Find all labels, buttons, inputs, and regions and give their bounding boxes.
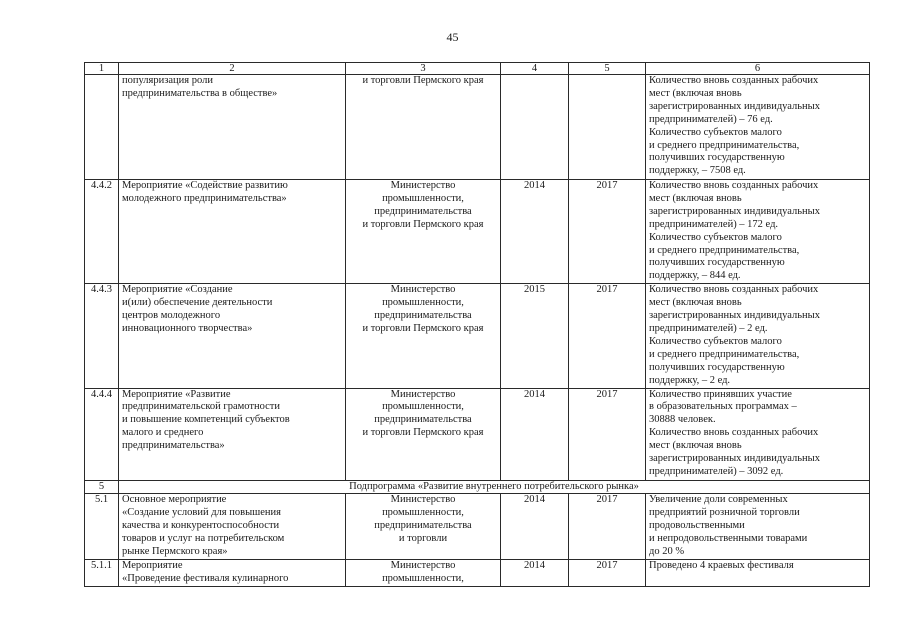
activity-name: Основное мероприятие «Создание условий для повышения качества и конкурентоспособности товаров и услуг на потребительском рынке Пермского края» — [119, 494, 346, 560]
table-row — [85, 75, 870, 180]
row-number — [85, 75, 119, 180]
activity-name: Мероприятие «Проведение фестиваля кулинарного — [119, 559, 346, 586]
start-year: 2014 — [501, 388, 569, 480]
subprogram-row — [85, 480, 870, 494]
start-year: 2014 — [501, 180, 569, 284]
table-row — [85, 284, 870, 388]
column-number-row — [85, 63, 870, 75]
responsible-executor: Министерство промышленности, предпринимательства и торговли — [346, 494, 501, 560]
column-number: 3 — [346, 63, 501, 75]
end-year: 2017 — [569, 180, 646, 284]
table-row — [85, 180, 870, 284]
row-number: 5.1.1 — [85, 559, 119, 586]
table-row — [85, 494, 870, 560]
start-year: 2014 — [501, 559, 569, 586]
activity-name: Мероприятие «Содействие развитию молодежного предпринимательства» — [119, 180, 346, 284]
row-number: 4.4.4 — [85, 388, 119, 480]
column-number: 1 — [85, 63, 119, 75]
activity-name: Мероприятие «Развитие предпринимательской грамотности и повышение компетенций субъектов малого и среднего предпринимательства» — [119, 388, 346, 480]
column-number: 6 — [646, 63, 870, 75]
end-year: 2017 — [569, 284, 646, 388]
end-year: 2017 — [569, 494, 646, 560]
responsible-executor: Министерство промышленности, предпринимательства и торговли Пермского края — [346, 388, 501, 480]
table-row — [85, 388, 870, 480]
end-year — [569, 75, 646, 180]
end-year: 2017 — [569, 388, 646, 480]
column-number: 5 — [569, 63, 646, 75]
responsible-executor: Министерство промышленности, предпринимательства и торговли Пермского края — [346, 284, 501, 388]
expected-result: Количество вновь созданных рабочих мест (включая вновь зарегистрированных индивидуальных предпринимателей) – 172 ед. Количество субъектов малого и среднего предпринимательства, получивших государственную поддержку, – 844 ед. — [646, 180, 870, 284]
activity-name: Мероприятие «Создание и(или) обеспечение деятельности центров молодежного инновационного творчества» — [119, 284, 346, 388]
expected-result: Проведено 4 краевых фестиваля — [646, 559, 870, 586]
end-year: 2017 — [569, 559, 646, 586]
page-number: 45 — [446, 30, 459, 44]
expected-result: Количество вновь созданных рабочих мест (включая вновь зарегистрированных индивидуальных предпринимателей) – 2 ед. Количество субъектов малого и среднего предпринимательства, получивших государственную поддержку, – 2 ед. — [646, 284, 870, 388]
program-table — [84, 62, 870, 587]
column-number: 4 — [501, 63, 569, 75]
activity-name: популяризация роли предпринимательства в обществе» — [119, 75, 346, 180]
expected-result: Количество вновь созданных рабочих мест (включая вновь зарегистрированных индивидуальных предпринимателей) – 76 ед. Количество субъектов малого и среднего предпринимательства, получивших государственную поддержку, – 7508 ед. — [646, 75, 870, 180]
expected-result: Увеличение доли современных предприятий розничной торговли продовольственными и непродовольственными товарами до 20 % — [646, 494, 870, 560]
subprogram-title: Подпрограмма «Развитие внутреннего потребительского рынка» — [119, 480, 870, 494]
subprogram-number: 5 — [85, 480, 119, 494]
start-year: 2014 — [501, 494, 569, 560]
expected-result: Количество принявших участие в образовательных программах – 30888 человек. Количество вновь созданных рабочих мест (включая вновь зарегистрированных индивидуальных предпринимателей) – 3092 ед. — [646, 388, 870, 480]
start-year — [501, 75, 569, 180]
table-row — [85, 559, 870, 586]
row-number: 4.4.3 — [85, 284, 119, 388]
responsible-executor: Министерство промышленности, — [346, 559, 501, 586]
column-number: 2 — [119, 63, 346, 75]
responsible-executor: и торговли Пермского края — [346, 75, 501, 180]
responsible-executor: Министерство промышленности, предпринимательства и торговли Пермского края — [346, 180, 501, 284]
row-number: 4.4.2 — [85, 180, 119, 284]
row-number: 5.1 — [85, 494, 119, 560]
start-year: 2015 — [501, 284, 569, 388]
